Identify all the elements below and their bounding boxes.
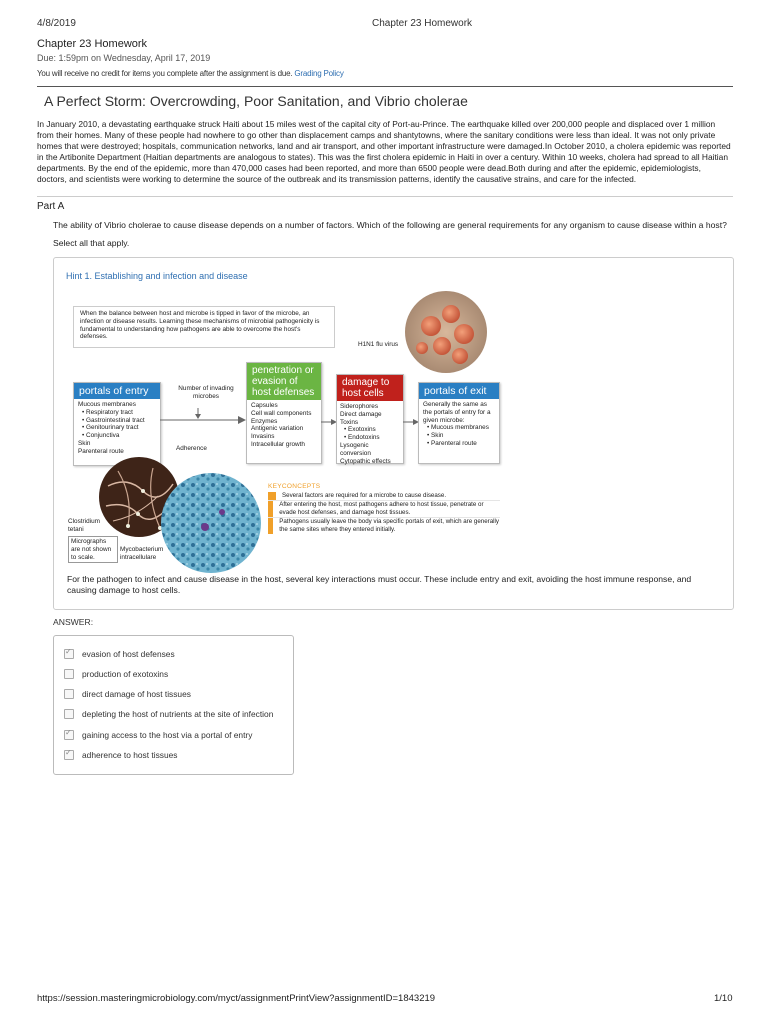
assignment-title: Chapter 23 Homework	[37, 38, 148, 50]
answer-option-label: adherence to host tissues	[82, 750, 178, 760]
key-concept-item	[268, 492, 500, 501]
penetration-card	[246, 362, 322, 464]
list-item: • Mucous membranes	[427, 424, 489, 432]
checkbox[interactable]	[64, 689, 74, 699]
checkbox[interactable]	[64, 709, 74, 719]
answer-option[interactable]	[64, 750, 177, 760]
virus-label: H1N1 flu virus	[358, 341, 399, 348]
list-item: Cytopathic effects	[340, 457, 391, 465]
late-notice-text: You will receive no credit for items you complete after the assignment is due.	[37, 69, 293, 78]
list-item: Capsules	[251, 402, 278, 409]
list-item: • Skin	[427, 432, 444, 440]
list-item: Cell wall components	[251, 409, 312, 417]
print-date: 4/8/2019	[37, 18, 76, 29]
portals-of-exit-title: portals of exit	[419, 383, 499, 399]
grading-policy-link[interactable]: Grading Policy	[294, 69, 344, 78]
clostridium-label: Clostridium tetani	[68, 518, 100, 533]
pathogenicity-figure	[68, 286, 528, 586]
list-item: Invasins	[251, 433, 275, 441]
question-text: The ability of Vibrio cholerae to cause disease depends on a number of factors. Which of the following are general requirements for any organism to cause disease within a host?	[53, 220, 727, 230]
list-item: • Exotoxins	[344, 426, 376, 434]
answer-option-label: evasion of host defenses	[82, 649, 175, 659]
list-item: • Conjunctiva	[82, 432, 120, 440]
flow-arrow	[403, 417, 419, 427]
print-title: Chapter 23 Homework	[372, 18, 473, 29]
penetration-list	[247, 400, 321, 451]
answer-option[interactable]	[64, 709, 273, 719]
answer-option[interactable]	[64, 669, 168, 679]
section-heading: A Perfect Storm: Overcrowding, Poor Sanitation, and Vibrio cholerae	[44, 93, 468, 109]
figure-intro: When the balance between host and microbe is tipped in favor of the microbe, an infection or disease results. Learning these mechanisms of microbial pathogenicity is fundamental to understanding how pathogens are able to overcome the host's defenses.	[73, 306, 335, 348]
footer-url: https://session.masteringmicrobiology.com/myct/assignmentPrintView?assignmentID=1843219	[37, 993, 436, 1004]
list-item: • Endotoxins	[344, 434, 380, 442]
list-item: Lysogenic conversion	[340, 441, 371, 457]
key-concept-item	[268, 501, 500, 518]
key-title-key: KEY	[268, 483, 282, 490]
answer-option-label: direct damage of host tissues	[82, 689, 191, 699]
list-item: • Genitourinary tract	[82, 424, 139, 432]
late-notice	[37, 69, 344, 78]
list-item: • Gastrointestinal tract	[82, 416, 145, 424]
part-label: Part A	[37, 201, 65, 212]
key-title-concepts: CONCEPTS	[281, 483, 321, 490]
portals-of-entry-card	[73, 382, 161, 466]
list-item: Skin	[78, 439, 91, 447]
answer-option[interactable]	[64, 730, 252, 740]
answer-option-label: depleting the host of nutrients at the site of infection	[82, 709, 274, 719]
list-item: Antigenic variation	[251, 425, 304, 433]
key-concepts-title	[268, 483, 320, 490]
checkbox[interactable]	[64, 649, 74, 659]
portals-of-exit-list	[419, 399, 499, 450]
key-concept-item	[268, 518, 500, 534]
answer-option-label: gaining access to the host via a portal of entry	[82, 730, 253, 740]
mycobacterium-micrograph	[160, 472, 262, 574]
hint-panel	[53, 257, 734, 610]
checkbox[interactable]	[64, 669, 74, 679]
key-concept-text: After entering the host, most pathogens adhere to host tissue, penetrate or evade host defenses, and damage host tissues.	[279, 501, 484, 516]
damage-title: damage to host cells	[337, 375, 403, 401]
checkbox[interactable]	[64, 730, 74, 740]
list-item: Direct damage	[340, 410, 382, 418]
divider	[37, 86, 733, 87]
list-item: Generally the same as the portals of entry for a given microbe:	[423, 401, 491, 424]
flow-arrow	[160, 404, 246, 436]
arrow-bottom-label: Adherence	[176, 445, 207, 452]
list-item: • Parenteral route	[427, 439, 477, 447]
answer-option-label: production of exotoxins	[82, 669, 169, 679]
key-concept-text: Pathogens usually leave the body via specific portals of exit, which are generally the same sites where they entered initially.	[279, 518, 500, 533]
damage-list	[337, 401, 403, 467]
virus-micrograph	[404, 290, 488, 374]
list-item: Siderophores	[340, 403, 379, 410]
answer-box	[53, 635, 294, 775]
portals-of-entry-list	[74, 399, 160, 458]
answer-option[interactable]	[64, 689, 191, 699]
answer-option[interactable]	[64, 649, 175, 659]
arrow-top-label: Number of invading microbes	[178, 385, 234, 400]
list-item: Toxins	[340, 418, 359, 426]
flow-arrow	[321, 417, 337, 427]
hint-title: Hint 1. Establishing and infection and disease	[66, 271, 248, 281]
page-number: 1/10	[714, 993, 733, 1004]
portals-of-entry-title: portals of entry	[74, 383, 160, 399]
list-item: • Respiratory tract	[82, 408, 133, 416]
intro-paragraph: In January 2010, a devastating earthquake struck Haiti about 15 miles west of the capital city of Port-au-Prince. The earthquake killed over 200,000 people and displaced over 1 million from their homes. Many of these people had nowhere to go other than displacement camps and shantytowns, where the sanitary conditions were less than ideal. It was not only private homes that were destroyed; hospitals, communication networks, land and air transport, and other important infrastructure were damaged.In October 2010, a cholera epidemic was reported in the Artibonite Department (Haitian departments are analogous to states). This was the first cholera epidemic in Haiti in over a century. Within 10 weeks, cholera had spread to all Haitian departments. By the end of the epidemic, more than 470,000 cases had been reported, and more than 6500 people were dead.Both during and after the epidemic, epidemiologists, doctors, and scientists were working to determine the source of the outbreak and its transmission patterns, identify the causative strains, and care for the infected.	[37, 119, 731, 184]
mycobacterium-label: Mycobacterium intracellulare	[120, 546, 164, 561]
key-concepts-list	[268, 492, 500, 534]
damage-card	[336, 374, 404, 464]
portals-of-exit-card	[418, 382, 500, 464]
list-item: Parenteral route	[78, 447, 124, 455]
list-item: Mucous membranes	[78, 401, 136, 408]
select-instruction: Select all that apply.	[53, 238, 130, 248]
penetration-title: penetration or evasion of host defenses	[247, 363, 321, 400]
checkbox[interactable]	[64, 750, 74, 760]
list-item: Intracellular growth	[251, 440, 305, 448]
list-item: Enzymes	[251, 417, 278, 425]
key-concept-text: Several factors are required for a microbe to cause disease.	[282, 492, 447, 499]
micrograph-scale-note: Micrographs are not shown to scale.	[68, 536, 118, 563]
divider	[37, 196, 733, 197]
answer-label: ANSWER:	[53, 617, 94, 627]
due-date: Due: 1:59pm on Wednesday, April 17, 2019	[37, 53, 211, 63]
hint-text: For the pathogen to infect and cause disease in the host, several key interactions must occur. These include entry and exit, avoiding the host immune response, and causing damage to host cells.	[67, 574, 692, 595]
